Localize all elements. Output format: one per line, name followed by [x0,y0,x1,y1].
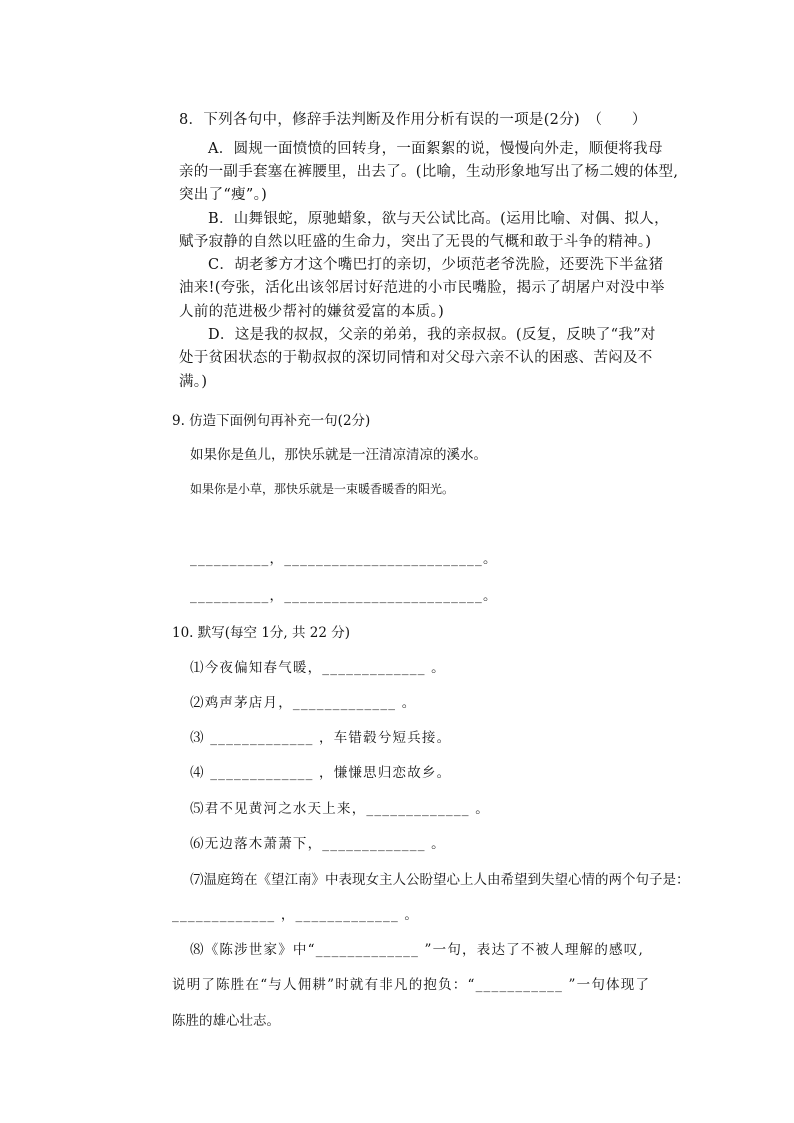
q8-option-b-line1: B．山舞银蛇，原驰蜡象，欲与天公试比高。(运用比喻、对偶、拟人， [208,211,669,227]
q10-item-2[interactable]: ⑵鸡声茅店月，_____________ 。 [190,695,417,711]
q10-item-7-answer[interactable]: _____________ ，_____________ 。 [172,907,420,923]
q8-stem: 8．下列各句中，修辞手法判断及作用分析有误的一项是(2分) （ ） [179,112,647,128]
q9-answer-blank-2[interactable]: __________，_________________________。 [190,588,498,604]
q9-answer-blank-1[interactable]: __________，_________________________。 [190,551,498,567]
q8-option-d-line2: 处于贫困状态的于勒叔叔的深切同情和对父母六亲不认的困惑、苦闷及不 [179,350,653,366]
q8-option-a-line1: A．圆规一面愤愤的回转身，一面絮絮的说，慢慢向外走，顺便将我母 [208,141,663,157]
q9-title: 9. 仿造下面例句再补充一句(2分) [172,413,371,429]
q10-item-8-line1[interactable]: ⑻《陈涉世家》中“_____________ ”一句，表达了不被人理解的感叹, [190,942,644,958]
q10-item-5[interactable]: ⑸君不见黄河之水天上来，_____________ 。 [190,801,490,817]
q10-item-4[interactable]: ⑷ _____________ ，慊慊思归恋故乡。 [190,765,452,781]
q10-item-3[interactable]: ⑶ _____________ ，车错毂兮短兵接。 [190,730,452,746]
q10-item-8-line2[interactable]: 说明了陈胜在“与人佣耕”时就有非凡的抱负：“___________ ”一句体现了 [172,977,651,993]
q8-option-d-line1: D．这是我的叔叔，父亲的弟弟，我的亲叔叔。(反复，反映了“我”对 [208,327,656,343]
q8-option-c-line2: 油来!(夸张，活化出该邻居讨好范进的小市民嘴脸，揭示了胡屠户对没中举 [179,280,665,296]
q8-option-c-line1: C．胡老爹方才这个嘴巴打的亲切，少顷范老爷洗脸，还要洗下半盆猪 [208,257,664,273]
q8-option-b-line2: 赋予寂静的自然以旺盛的生命力，突出了无畏的气概和敢于斗争的精神。) [179,234,652,250]
q8-option-a-line2: 亲的一副手套塞在裤腰里，出去了。(比喻，生动形象地写出了杨二嫂的体型, [179,164,679,180]
q10-item-1[interactable]: ⑴今夜偏知春气暖，_____________ 。 [190,660,446,676]
q8-option-a-line3: 突出了“瘦”。) [179,187,268,203]
q10-title: 10. 默写(每空 1分, 共 22 分) [172,625,351,641]
q8-option-c-line3: 人前的范进极少帮衬的嫌贫爱富的本质。) [179,304,445,320]
q8-option-d-line3: 满。) [179,374,208,390]
q9-example-1: 如果你是鱼儿，那快乐就是一汪清凉清凉的溪水。 [190,447,487,463]
q10-item-8-line3: 陈胜的雄心壮志。 [172,1013,280,1029]
q10-item-6[interactable]: ⑹无边落木萧萧下，_____________ 。 [190,836,446,852]
q10-item-7-prompt: ⑺温庭筠在《望江南》中表现女主人公盼望心上人由希望到失望心情的两个句子是： [190,872,690,888]
q9-example-2: 如果你是小草，那快乐就是一束暖香暖香的阳光。 [190,482,455,496]
